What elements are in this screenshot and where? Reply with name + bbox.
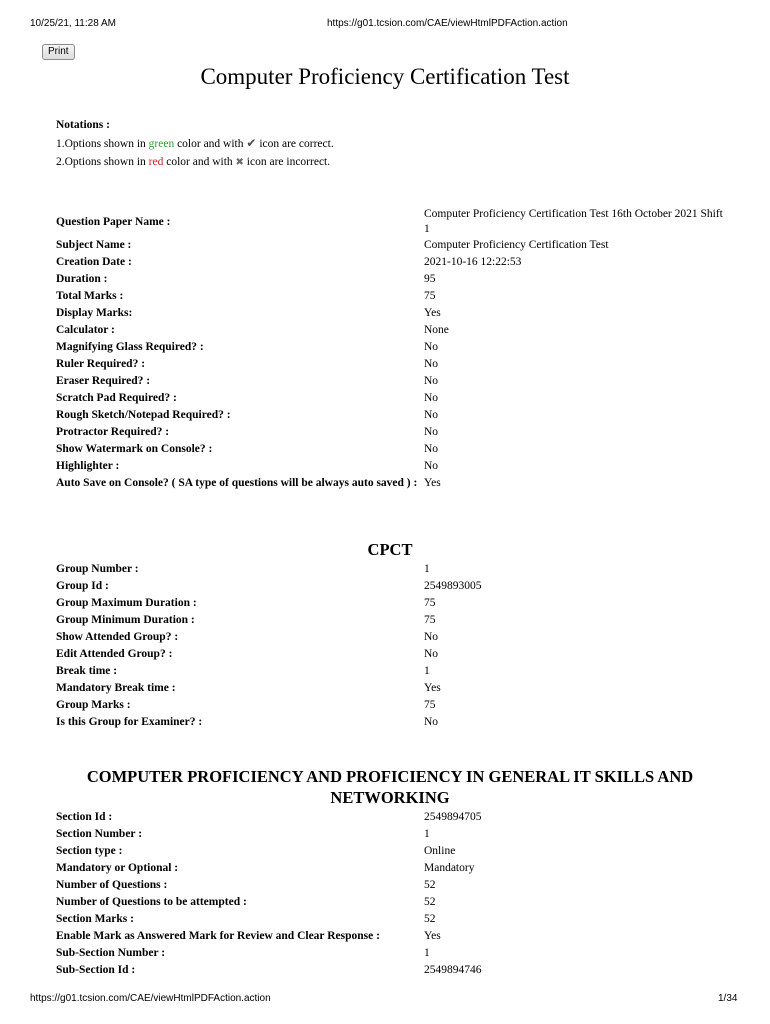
- group-row: [56, 561, 726, 578]
- section-value: Mandatory: [424, 862, 475, 874]
- group-row: [56, 663, 726, 680]
- group-value: 1: [424, 563, 430, 575]
- notations-heading: Notations :: [56, 119, 110, 131]
- section-label: Mandatory or Optional :: [56, 862, 179, 874]
- print-header-url: https://g01.tcsion.com/CAE/viewHtmlPDFAction.action: [327, 18, 568, 29]
- info-label: Calculator :: [56, 324, 115, 336]
- notation-text: icon are correct.: [256, 138, 334, 150]
- info-label: Duration :: [56, 273, 108, 285]
- info-row: [56, 407, 726, 424]
- page-title: Computer Proficiency Certification Test: [200, 64, 570, 89]
- section-row: [56, 843, 726, 860]
- section-row: [56, 945, 726, 962]
- section-row: [56, 826, 726, 843]
- info-row: [56, 458, 726, 475]
- section-label: Section Id :: [56, 811, 113, 823]
- info-label: Show Watermark on Console? :: [56, 443, 213, 455]
- info-label: Creation Date :: [56, 256, 132, 268]
- section-label: Section Number :: [56, 828, 143, 840]
- group-value: 75: [424, 614, 436, 626]
- notations: [56, 116, 334, 172]
- info-value: No: [424, 341, 439, 353]
- red-color-word: red: [148, 156, 164, 168]
- info-value: No: [424, 426, 439, 438]
- info-value: Yes: [424, 477, 441, 489]
- group-value: 2549893005: [424, 580, 482, 592]
- notation-incorrect: [56, 153, 334, 172]
- info-label: Scratch Pad Required? :: [56, 392, 177, 404]
- section-value: 52: [424, 896, 436, 908]
- section-value: 1: [424, 828, 430, 840]
- section-label: Enable Mark as Answered Mark for Review and Clear Response :: [56, 930, 380, 942]
- info-label: Question Paper Name :: [56, 215, 171, 228]
- section-row: [56, 809, 726, 826]
- notation-correct: [56, 134, 334, 153]
- page-number: 1/34: [718, 993, 738, 1004]
- info-value: Computer Proficiency Certification Test: [424, 239, 609, 251]
- section-label: Number of Questions to be attempted :: [56, 896, 247, 908]
- notation-text: 2.Options shown in: [56, 156, 149, 168]
- section-label: Sub-Section Id :: [56, 964, 136, 976]
- info-row: [56, 237, 726, 254]
- group-value: 75: [424, 699, 436, 711]
- group-label: Edit Attended Group? :: [56, 648, 173, 660]
- info-label: Eraser Required? :: [56, 375, 151, 387]
- group-label: Mandatory Break time :: [56, 682, 176, 694]
- green-color-word: green: [148, 138, 175, 150]
- group-row: [56, 646, 726, 663]
- section-value: 52: [424, 879, 436, 891]
- info-row: [56, 339, 726, 356]
- section-title: COMPUTER PROFICIENCY AND PROFICIENCY IN GENERAL IT SKILLS AND NETWORKING: [86, 767, 694, 807]
- notation-text: 1.Options shown in: [56, 138, 149, 150]
- section-value: Online: [424, 845, 456, 857]
- info-label: Magnifying Glass Required? :: [56, 341, 204, 353]
- group-label: Break time :: [56, 665, 118, 677]
- section-info-table: [56, 809, 726, 979]
- info-value: No: [424, 375, 439, 387]
- info-row: [56, 424, 726, 441]
- group-info-table: [56, 561, 726, 731]
- info-value: No: [424, 460, 439, 472]
- group-label: Group Marks :: [56, 699, 131, 711]
- notation-text: color and with: [163, 156, 236, 168]
- info-row: [56, 390, 726, 407]
- notation-text: icon are incorrect.: [243, 156, 331, 168]
- group-label: Group Number :: [56, 563, 139, 575]
- group-row: [56, 680, 726, 697]
- info-value: No: [424, 358, 439, 370]
- info-label: Subject Name :: [56, 239, 132, 251]
- info-value: 2021-10-16 12:22:53: [424, 256, 522, 268]
- info-label: Display Marks:: [56, 307, 133, 319]
- group-value: Yes: [424, 682, 441, 694]
- section-value: 1: [424, 947, 430, 959]
- group-label: Group Minimum Duration :: [56, 614, 195, 626]
- info-label: Ruler Required? :: [56, 358, 146, 370]
- info-label: Total Marks :: [56, 290, 124, 302]
- info-value: None: [424, 324, 449, 336]
- group-value: No: [424, 648, 439, 660]
- group-title: CPCT: [367, 540, 413, 559]
- group-row: [56, 697, 726, 714]
- info-value: No: [424, 392, 439, 404]
- info-value: 75: [424, 290, 436, 302]
- print-footer-url: https://g01.tcsion.com/CAE/viewHtmlPDFAction.action: [30, 993, 271, 1004]
- check-icon: ✔: [246, 136, 257, 150]
- section-label: Sub-Section Number :: [56, 947, 166, 959]
- info-row: [56, 475, 726, 492]
- group-value: No: [424, 631, 439, 643]
- group-label: Group Maximum Duration :: [56, 597, 197, 609]
- info-label: Auto Save on Console? ( SA type of questions will be always auto saved ) :: [56, 477, 418, 489]
- section-label: Number of Questions :: [56, 879, 168, 891]
- group-row: [56, 612, 726, 629]
- group-label: Show Attended Group? :: [56, 631, 179, 643]
- info-row: [56, 207, 726, 237]
- group-value: 1: [424, 665, 430, 677]
- info-value: 95: [424, 273, 436, 285]
- notation-text: color and with: [174, 138, 247, 150]
- info-row: [56, 288, 726, 305]
- group-label: Is this Group for Examiner? :: [56, 716, 203, 728]
- info-row: [56, 441, 726, 458]
- print-button[interactable]: Print: [42, 44, 75, 60]
- section-value: 2549894705: [424, 811, 482, 823]
- info-row: [56, 254, 726, 271]
- section-value: 52: [424, 913, 436, 925]
- group-row: [56, 595, 726, 612]
- section-row: [56, 877, 726, 894]
- section-label: Section type :: [56, 845, 123, 857]
- group-value: 75: [424, 597, 436, 609]
- print-datetime: 10/25/21, 11:28 AM: [30, 18, 116, 29]
- group-row: [56, 714, 726, 731]
- section-row: [56, 962, 726, 979]
- section-row: [56, 928, 726, 945]
- info-label: Rough Sketch/Notepad Required? :: [56, 409, 231, 421]
- info-label: Highlighter :: [56, 460, 120, 472]
- info-value: Yes: [424, 307, 441, 319]
- group-row: [56, 629, 726, 646]
- info-value: No: [424, 443, 439, 455]
- section-row: [56, 860, 726, 877]
- group-value: No: [424, 716, 439, 728]
- info-row: [56, 373, 726, 390]
- section-label: Section Marks :: [56, 913, 134, 925]
- group-row: [56, 578, 726, 595]
- info-row: [56, 322, 726, 339]
- group-label: Group Id :: [56, 580, 109, 592]
- info-value: Computer Proficiency Certification Test 16th October 2021 Shift 1: [424, 208, 723, 235]
- info-row: [56, 356, 726, 373]
- info-row: [56, 271, 726, 288]
- info-value: No: [424, 409, 439, 421]
- paper-info-table: [56, 207, 726, 492]
- section-value: 2549894746: [424, 964, 482, 976]
- section-value: Yes: [424, 930, 441, 942]
- info-row: [56, 305, 726, 322]
- cross-icon: ✖: [235, 157, 244, 168]
- section-row: [56, 911, 726, 928]
- info-label: Protractor Required? :: [56, 426, 170, 438]
- section-row: [56, 894, 726, 911]
